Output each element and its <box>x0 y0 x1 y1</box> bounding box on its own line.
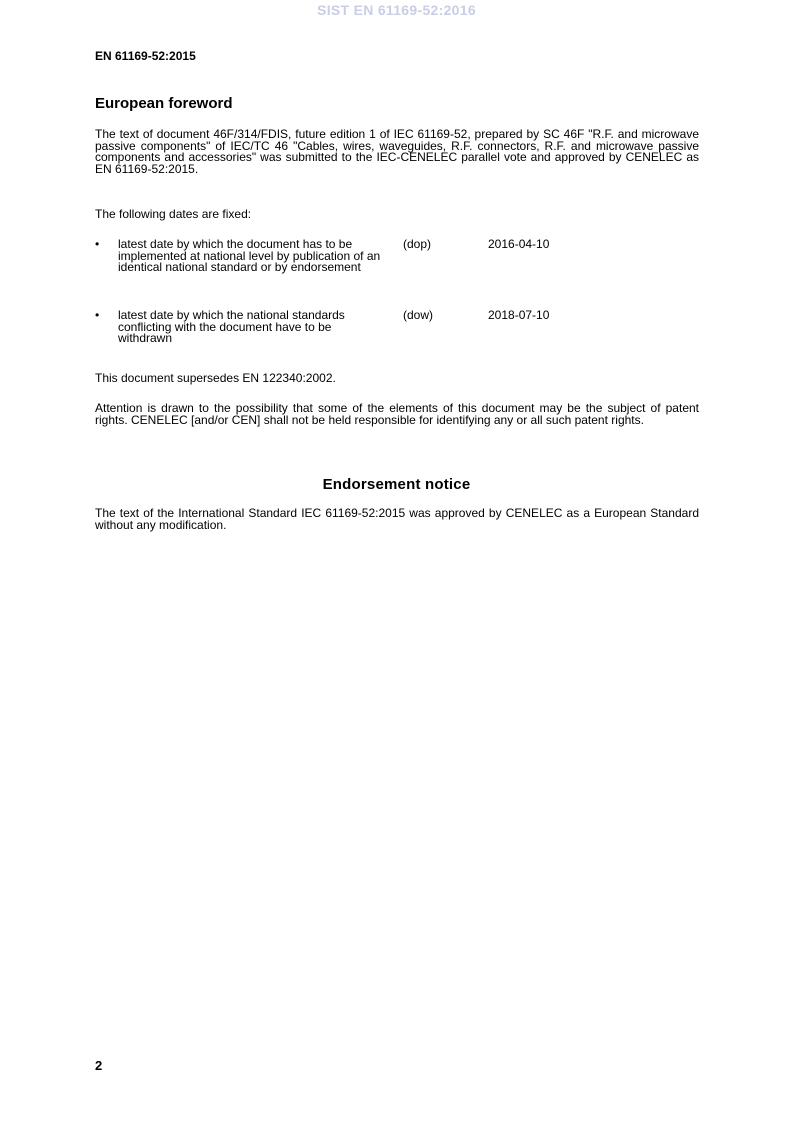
date-code: (dow) <box>403 308 434 322</box>
document-id: EN 61169-52:2015 <box>95 49 196 63</box>
endorsement-paragraph: The text of the International Standard IEC 61169-52:2015 was approved by CENELEC as a European Standard without any modification. <box>95 506 699 532</box>
watermark: SIST EN 61169-52:2016 <box>317 2 476 18</box>
date-description: latest date by which the document has to be implemented at national level by publication of an identical national standard or by endorsement <box>118 237 381 274</box>
date-value: 2018-07-10 <box>488 308 550 322</box>
date-value: 2016-04-10 <box>488 237 550 251</box>
foreword-heading: European foreword <box>95 95 233 112</box>
date-code: (dop) <box>403 237 432 251</box>
patent-paragraph: Attention is drawn to the possibility that some of the elements of this document may be the subject of patent rights. CENELEC [and/or CEN] shall not be held responsible for identifying any or all such patent rights. <box>95 401 699 427</box>
foreword-intro-paragraph: The text of document 46F/314/FDIS, future edition 1 of IEC 61169-52, prepared by SC 46F "R.F. and microwave passive components" of IEC/TC 46 "Cables, wires, waveguides, R.F. connectors, R.F. and microwave passive components and accessories" was submitted to the IEC-CENELEC parallel vote and approved by CENELEC as EN 61169-52:2015. <box>95 127 699 176</box>
page-number: 2 <box>95 1058 103 1073</box>
dates-intro-paragraph: The following dates are fixed: <box>95 207 252 221</box>
bullet-icon: • <box>95 237 100 251</box>
bullet-icon: • <box>95 308 100 322</box>
date-description: latest date by which the national standards conflicting with the document have to be withdrawn <box>118 308 345 345</box>
supersedes-paragraph: This document supersedes EN 122340:2002. <box>95 371 336 385</box>
endorsement-heading: Endorsement notice <box>322 476 471 493</box>
